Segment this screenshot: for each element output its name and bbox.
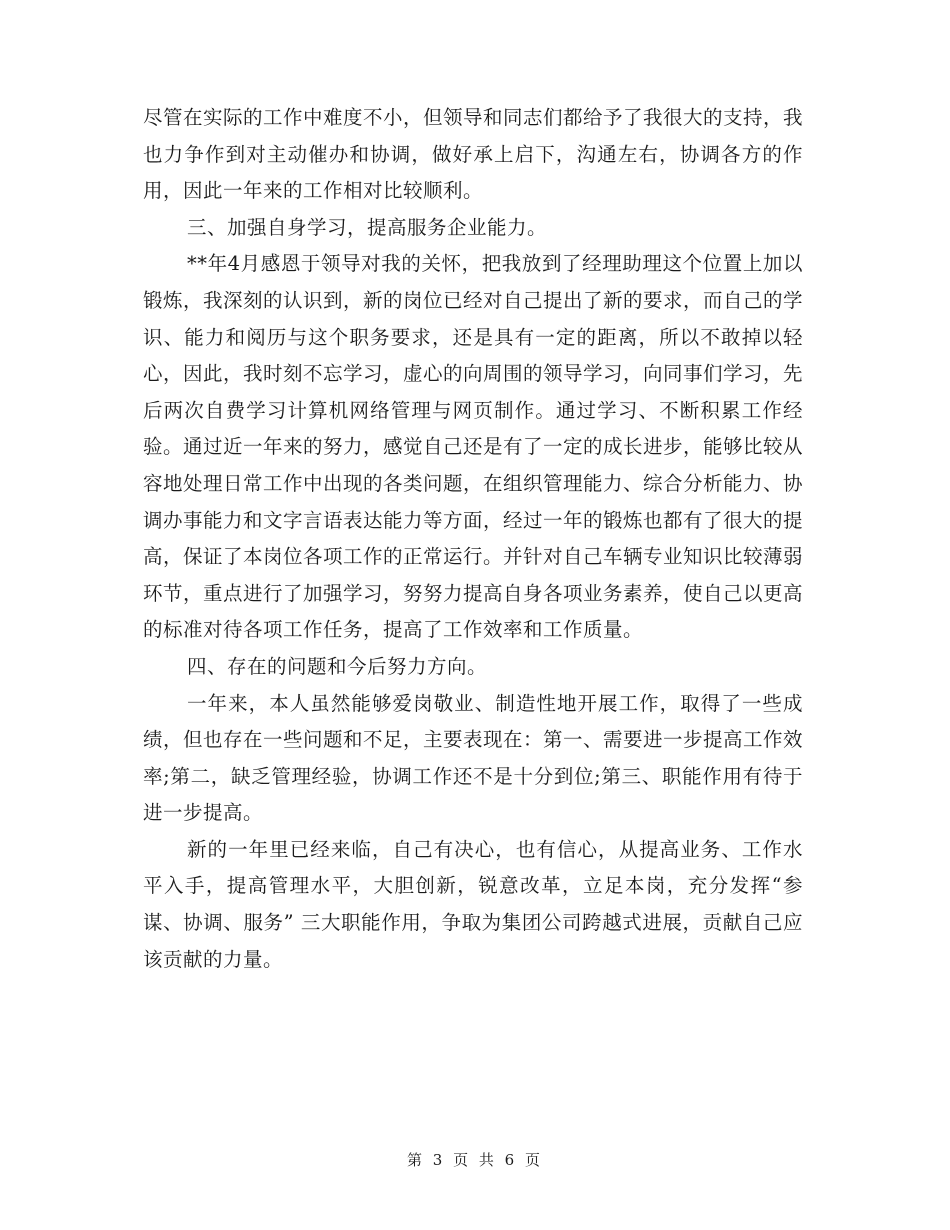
- paragraph-study: **年4月感恩于领导对我的关怀，把我放到了经理助理这个位置上加以锻炼，我深刻的认识到，新的岗位已经对自己提出了新的要求，而自己的学识、能力和阅历与这个职务要求，还是具有一定的距离，所以不敢掉以轻心，因此，我时刻不忘学习，虚心的向周围的领导学习，向同事们学习，先后两次自费学习计算机网络管理与网页制作。通过学习、不断积累工作经验。通过近一年来的努力，感觉自己还是有了一定的成长进步，能够比较从容地处理日常工作中出现的各类问题，在组织管理能力、综合分析能力、协调办事能力和文字言语表达能力等方面，经过一年的锻炼也都有了很大的提高，保证了本岗位各项工作的正常运行。并针对自己车辆专业知识比较薄弱环节，重点进行了加强学习，努努力提高自身各项业务素养，使自己以更高的标准对待各项工作任务，提高了工作效率和工作质量。: [143, 252, 804, 642]
- document-body: [143, 100, 803, 978]
- section-heading-4: 四、存在的问题和今后努力方向。: [187, 654, 488, 678]
- page-number-footer: 第 3 页 共 6 页: [407, 1151, 543, 1169]
- paragraph-continuation: 尽管在实际的工作中难度不小，但领导和同志们都给予了我很大的支持，我也力争作到对主动催办和协调，做好承上启下，沟通左右，协调各方的作用，因此一年来的工作相对比较顺利。: [143, 106, 804, 203]
- paragraph-problems: 一年来，本人虽然能够爱岗敬业、制造性地开展工作，取得了一些成绩，但也存在一些问题和不足，主要表现在：第一、需要进一步提高工作效率;第二，缺乏管理经验，协调工作还不是十分到位;第三、职能作用有待于进一步提高。: [143, 691, 804, 825]
- paragraph-outlook: 新的一年里已经来临，自己有决心，也有信心，从提高业务、工作水平入手，提高管理水平，大胆创新，锐意改革，立足本岗，充分发挥“参谋、协调、服务” 三大职能作用，争取为集团公司跨越式进展，贡献自己应该贡献的力量。: [143, 837, 803, 971]
- section-heading-3: 三、加强自身学习，提高服务企业能力。: [187, 215, 548, 239]
